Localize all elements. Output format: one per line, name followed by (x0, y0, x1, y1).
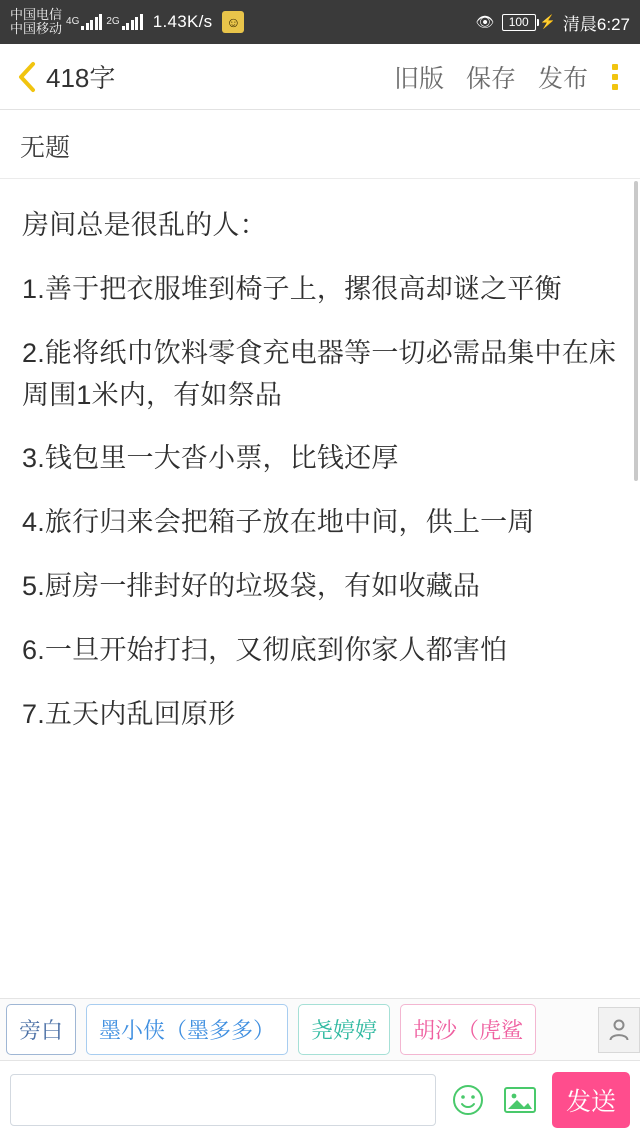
status-bar (0, 0, 640, 44)
paragraph[interactable]: 5.厨房一排封好的垃圾袋，有如收藏品 (22, 571, 481, 602)
signal-bars-icon-1 (81, 14, 102, 30)
word-count-label: 418字 (46, 63, 116, 93)
emoji-icon: ☺ (222, 11, 244, 33)
carrier-name-2: 中国移动 (10, 21, 63, 36)
back-button[interactable] (10, 57, 44, 97)
paragraph[interactable]: 2.能将纸巾饮料零食充电器等一切必需品集中在床周围1米内，有如祭品 (22, 337, 617, 410)
network-type-1: 4G (66, 16, 80, 27)
person-icon (608, 1018, 630, 1042)
kebab-dot-icon (612, 84, 618, 90)
character-chips-row[interactable] (0, 998, 640, 1060)
emoji-button[interactable] (448, 1080, 488, 1120)
smiley-icon (451, 1083, 485, 1117)
vertical-scrollbar[interactable] (634, 181, 638, 481)
title-row[interactable] (0, 110, 640, 179)
more-options-button[interactable] (604, 57, 626, 97)
chip-character-2[interactable]: 尧婷婷 (298, 1004, 390, 1055)
kebab-dot-icon (612, 74, 618, 80)
paragraph[interactable]: 7.五天内乱回原形 (22, 698, 236, 729)
battery-indicator (502, 14, 556, 31)
publish-button[interactable]: 发布 (537, 64, 588, 93)
document-title[interactable]: 无题 (20, 134, 71, 162)
image-icon (503, 1084, 537, 1116)
eye-icon: 👁 (475, 14, 495, 31)
save-button[interactable]: 保存 (465, 64, 516, 93)
paragraph[interactable]: 6.一旦开始打扫，又彻底到你家人都害怕 (22, 634, 508, 665)
battery-cap-icon (537, 19, 539, 26)
carrier-name-1: 中国电信 (10, 7, 63, 23)
add-character-button[interactable] (598, 1007, 640, 1053)
editor-toolbar (0, 44, 640, 110)
toolbar-actions (394, 59, 588, 95)
paragraph[interactable]: 房间总是很乱的人： (22, 210, 267, 240)
charging-bolt-icon: ⚡ (539, 14, 556, 29)
old-version-button[interactable]: 旧版 (393, 64, 444, 93)
signal-group-2 (106, 14, 142, 30)
chip-narrator[interactable]: 旁白 (6, 1004, 76, 1055)
clock: 清晨6:27 (562, 14, 630, 34)
battery-level: 100 (502, 14, 536, 31)
document-body[interactable] (0, 179, 640, 1033)
status-bar-left (10, 8, 244, 35)
paragraph[interactable]: 3.钱包里一大沓小票，比钱还厚 (22, 443, 399, 474)
chip-character-1[interactable]: 墨小侠（墨多多） (86, 1004, 288, 1055)
kebab-dot-icon (612, 64, 618, 70)
image-button[interactable] (500, 1080, 540, 1120)
message-input[interactable] (10, 1074, 436, 1126)
paragraph[interactable]: 4.旅行归来会把箱子放在地中间，供上一周 (22, 507, 535, 538)
network-speed: 1.43K/s (152, 12, 213, 31)
chevron-left-icon (17, 61, 37, 93)
chip-character-3[interactable]: 胡沙（虎鲨 (400, 1004, 536, 1055)
status-bar-right (476, 10, 630, 35)
signal-bars-icon-2 (122, 14, 143, 30)
signal-group-1 (66, 14, 102, 30)
carrier-names (10, 8, 62, 35)
message-input-row (0, 1060, 640, 1138)
send-button[interactable]: 发送 (552, 1072, 630, 1128)
network-type-2: 2G (106, 16, 120, 27)
paragraph[interactable]: 1.善于把衣服堆到椅子上，摞很高却谜之平衡 (22, 273, 562, 304)
